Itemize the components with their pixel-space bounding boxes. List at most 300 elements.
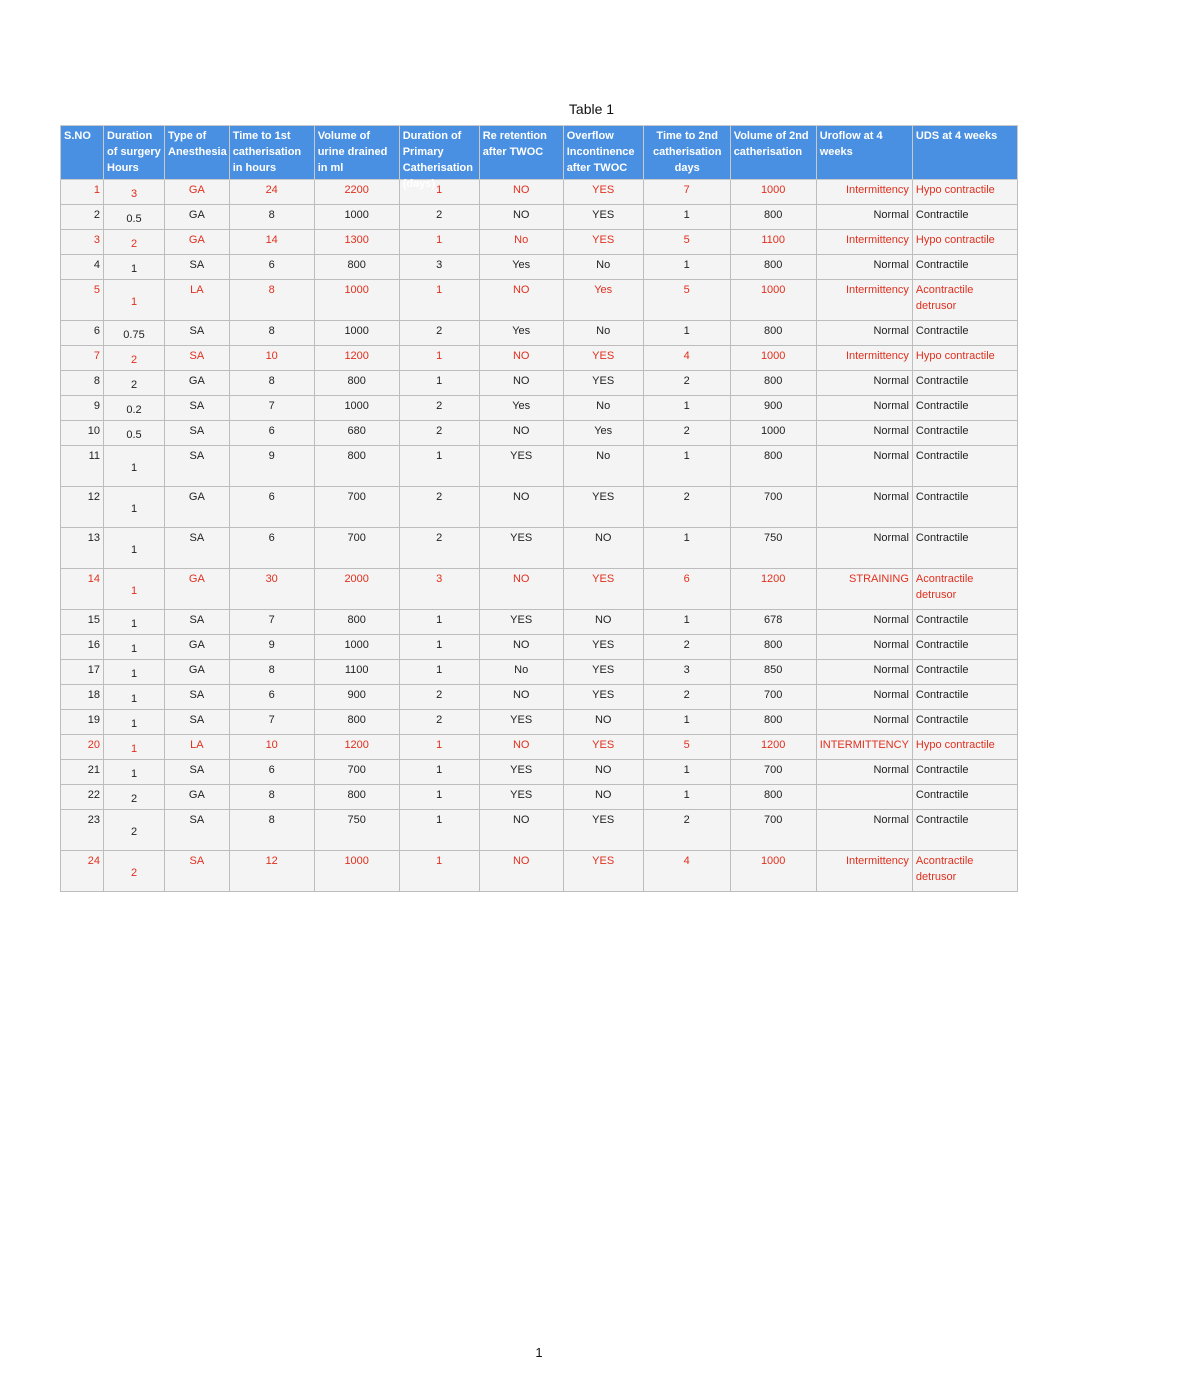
cell-primary-days: 1 <box>399 446 479 487</box>
cell-sno: 12 <box>61 487 104 528</box>
cell-time-second: 2 <box>643 810 730 851</box>
cell-time-first: 9 <box>229 635 314 660</box>
cell-primary-days: 3 <box>399 569 479 610</box>
cell-time-second: 5 <box>643 230 730 255</box>
cell-volume: 1200 <box>314 735 399 760</box>
cell-primary-days: 1 <box>399 760 479 785</box>
cell-sno: 13 <box>61 528 104 569</box>
cell-sno: 2 <box>61 205 104 230</box>
cell-time-second: 1 <box>643 528 730 569</box>
cell-duration: 0.75 <box>104 321 165 346</box>
cell-uroflow: Normal <box>816 396 912 421</box>
table-row <box>61 685 1018 710</box>
table-row <box>61 810 1018 851</box>
table-row <box>61 230 1018 255</box>
cell-time-first: 30 <box>229 569 314 610</box>
cell-uroflow: Normal <box>816 446 912 487</box>
cell-time-first: 6 <box>229 528 314 569</box>
cell-time-second: 1 <box>643 610 730 635</box>
cell-uds: Acontractile detrusor <box>912 280 1017 321</box>
cell-retention: NO <box>479 851 563 892</box>
cell-overflow: YES <box>563 660 643 685</box>
cell-duration: 2 <box>104 230 165 255</box>
cell-primary-days: 2 <box>399 396 479 421</box>
cell-primary-days: 2 <box>399 421 479 446</box>
cell-uroflow: Normal <box>816 660 912 685</box>
cell-time-second: 1 <box>643 446 730 487</box>
cell-duration: 0.2 <box>104 396 165 421</box>
cell-time-second: 1 <box>643 760 730 785</box>
cell-overflow: YES <box>563 205 643 230</box>
cell-uroflow: Normal <box>816 710 912 735</box>
cell-overflow: No <box>563 446 643 487</box>
cell-time-second: 2 <box>643 487 730 528</box>
cell-duration: 1 <box>104 610 165 635</box>
cell-anesthesia: SA <box>165 446 230 487</box>
cell-uds: Hypo contractile <box>912 735 1017 760</box>
cell-volume-second: 700 <box>730 760 816 785</box>
page-number: 1 <box>535 1345 543 1360</box>
cell-uds: Contractile <box>912 610 1017 635</box>
cell-primary-days: 2 <box>399 205 479 230</box>
table-row <box>61 785 1018 810</box>
cell-duration: 3 <box>104 180 165 205</box>
cell-duration: 1 <box>104 487 165 528</box>
cell-volume-second: 750 <box>730 528 816 569</box>
cell-anesthesia: GA <box>165 230 230 255</box>
cell-volume-second: 1000 <box>730 180 816 205</box>
column-header: Volume of 2nd catherisation <box>730 126 816 180</box>
cell-time-first: 8 <box>229 371 314 396</box>
cell-time-second: 1 <box>643 710 730 735</box>
cell-anesthesia: GA <box>165 205 230 230</box>
cell-uroflow: Normal <box>816 205 912 230</box>
cell-time-second: 2 <box>643 421 730 446</box>
cell-volume: 800 <box>314 710 399 735</box>
cell-sno: 3 <box>61 230 104 255</box>
cell-volume-second: 800 <box>730 710 816 735</box>
cell-retention: NO <box>479 635 563 660</box>
cell-uroflow: INTERMITTENCY <box>816 735 912 760</box>
cell-sno: 8 <box>61 371 104 396</box>
table-row <box>61 660 1018 685</box>
cell-volume: 900 <box>314 685 399 710</box>
cell-overflow: Yes <box>563 280 643 321</box>
cell-volume-second: 700 <box>730 810 816 851</box>
cell-sno: 19 <box>61 710 104 735</box>
cell-anesthesia: GA <box>165 660 230 685</box>
cell-overflow: YES <box>563 735 643 760</box>
cell-volume: 700 <box>314 760 399 785</box>
cell-overflow: YES <box>563 371 643 396</box>
cell-time-second: 7 <box>643 180 730 205</box>
cell-retention: YES <box>479 710 563 735</box>
cell-overflow: NO <box>563 785 643 810</box>
column-header: Time to 1st catherisation in hours <box>229 126 314 180</box>
cell-uds: Contractile <box>912 760 1017 785</box>
cell-volume: 1000 <box>314 396 399 421</box>
cell-volume-second: 800 <box>730 635 816 660</box>
cell-sno: 16 <box>61 635 104 660</box>
cell-uroflow: Normal <box>816 810 912 851</box>
cell-anesthesia: GA <box>165 180 230 205</box>
cell-anesthesia: GA <box>165 371 230 396</box>
cell-time-first: 8 <box>229 205 314 230</box>
cell-primary-days: 1 <box>399 810 479 851</box>
cell-overflow: YES <box>563 569 643 610</box>
cell-retention: No <box>479 660 563 685</box>
table-row <box>61 635 1018 660</box>
cell-uds: Contractile <box>912 371 1017 396</box>
table-row <box>61 255 1018 280</box>
cell-uroflow: Normal <box>816 421 912 446</box>
cell-time-first: 14 <box>229 230 314 255</box>
cell-sno: 15 <box>61 610 104 635</box>
cell-overflow: YES <box>563 685 643 710</box>
cell-time-first: 24 <box>229 180 314 205</box>
cell-volume: 700 <box>314 487 399 528</box>
cell-retention: NO <box>479 421 563 446</box>
cell-uroflow: Intermittency <box>816 230 912 255</box>
cell-overflow: NO <box>563 710 643 735</box>
cell-volume: 700 <box>314 528 399 569</box>
cell-time-second: 1 <box>643 205 730 230</box>
cell-primary-days: 1 <box>399 230 479 255</box>
cell-volume: 1300 <box>314 230 399 255</box>
cell-volume: 1100 <box>314 660 399 685</box>
cell-uroflow: Normal <box>816 528 912 569</box>
cell-uds: Contractile <box>912 487 1017 528</box>
cell-uds: Hypo contractile <box>912 230 1017 255</box>
table-row <box>61 321 1018 346</box>
cell-uds: Hypo contractile <box>912 180 1017 205</box>
column-header: UDS at 4 weeks <box>912 126 1017 180</box>
cell-time-second: 4 <box>643 851 730 892</box>
cell-primary-days: 1 <box>399 280 479 321</box>
cell-time-first: 6 <box>229 760 314 785</box>
cell-anesthesia: GA <box>165 569 230 610</box>
cell-overflow: No <box>563 321 643 346</box>
table-title: Table 1 <box>568 101 615 117</box>
cell-duration: 1 <box>104 569 165 610</box>
cell-duration: 1 <box>104 528 165 569</box>
cell-uroflow: Intermittency <box>816 180 912 205</box>
cell-volume-second: 1000 <box>730 280 816 321</box>
cell-time-second: 6 <box>643 569 730 610</box>
table-row <box>61 760 1018 785</box>
cell-sno: 1 <box>61 180 104 205</box>
cell-overflow: YES <box>563 180 643 205</box>
cell-primary-days: 1 <box>399 735 479 760</box>
cell-volume: 800 <box>314 785 399 810</box>
cell-duration: 1 <box>104 660 165 685</box>
cell-sno: 10 <box>61 421 104 446</box>
cell-volume: 800 <box>314 446 399 487</box>
column-header: Duration of surgery Hours <box>104 126 165 180</box>
cell-duration: 2 <box>104 371 165 396</box>
table-row <box>61 396 1018 421</box>
cell-uroflow: Intermittency <box>816 280 912 321</box>
cell-time-first: 8 <box>229 280 314 321</box>
cell-uroflow <box>816 785 912 810</box>
cell-primary-days: 1 <box>399 785 479 810</box>
cell-anesthesia: SA <box>165 396 230 421</box>
cell-volume-second: 678 <box>730 610 816 635</box>
column-header: Volume of urine drained in ml <box>314 126 399 180</box>
cell-overflow: YES <box>563 230 643 255</box>
cell-volume: 800 <box>314 255 399 280</box>
cell-sno: 6 <box>61 321 104 346</box>
cell-anesthesia: LA <box>165 735 230 760</box>
cell-anesthesia: GA <box>165 487 230 528</box>
cell-volume-second: 800 <box>730 371 816 396</box>
table-row <box>61 569 1018 610</box>
cell-time-second: 5 <box>643 735 730 760</box>
cell-time-second: 4 <box>643 346 730 371</box>
cell-duration: 1 <box>104 635 165 660</box>
cell-duration: 2 <box>104 851 165 892</box>
cell-uds: Contractile <box>912 528 1017 569</box>
cell-sno: 23 <box>61 810 104 851</box>
cell-sno: 4 <box>61 255 104 280</box>
cell-uroflow: Intermittency <box>816 851 912 892</box>
cell-uds: Contractile <box>912 810 1017 851</box>
cell-uroflow: Normal <box>816 371 912 396</box>
column-header: S.NO <box>61 126 104 180</box>
table-row <box>61 610 1018 635</box>
cell-duration: 1 <box>104 760 165 785</box>
cell-time-second: 1 <box>643 321 730 346</box>
cell-uds: Contractile <box>912 660 1017 685</box>
cell-duration: 1 <box>104 255 165 280</box>
cell-volume-second: 800 <box>730 446 816 487</box>
cell-anesthesia: SA <box>165 528 230 569</box>
cell-sno: 14 <box>61 569 104 610</box>
cell-uroflow: Intermittency <box>816 346 912 371</box>
cell-retention: NO <box>479 180 563 205</box>
cell-overflow: YES <box>563 635 643 660</box>
table-row <box>61 346 1018 371</box>
cell-uroflow: Normal <box>816 321 912 346</box>
cell-volume-second: 1000 <box>730 346 816 371</box>
cell-anesthesia: SA <box>165 810 230 851</box>
cell-primary-days: 1 <box>399 180 479 205</box>
cell-uds: Contractile <box>912 255 1017 280</box>
cell-retention: NO <box>479 810 563 851</box>
cell-volume-second: 1000 <box>730 851 816 892</box>
cell-volume: 1000 <box>314 280 399 321</box>
cell-volume: 680 <box>314 421 399 446</box>
cell-primary-days: 1 <box>399 635 479 660</box>
cell-volume-second: 700 <box>730 685 816 710</box>
cell-overflow: NO <box>563 528 643 569</box>
cell-sno: 18 <box>61 685 104 710</box>
cell-duration: 1 <box>104 735 165 760</box>
cell-overflow: No <box>563 255 643 280</box>
cell-time-second: 5 <box>643 280 730 321</box>
cell-retention: YES <box>479 785 563 810</box>
cell-anesthesia: SA <box>165 255 230 280</box>
cell-time-first: 10 <box>229 735 314 760</box>
cell-volume-second: 850 <box>730 660 816 685</box>
cell-volume-second: 800 <box>730 785 816 810</box>
cell-volume: 2000 <box>314 569 399 610</box>
table-row <box>61 851 1018 892</box>
cell-duration: 1 <box>104 280 165 321</box>
cell-volume-second: 900 <box>730 396 816 421</box>
cell-time-first: 8 <box>229 785 314 810</box>
cell-retention: No <box>479 230 563 255</box>
cell-primary-days: 2 <box>399 528 479 569</box>
cell-overflow: YES <box>563 810 643 851</box>
cell-duration: 1 <box>104 685 165 710</box>
cell-anesthesia: GA <box>165 635 230 660</box>
cell-sno: 7 <box>61 346 104 371</box>
cell-uroflow: Normal <box>816 255 912 280</box>
cell-uds: Contractile <box>912 396 1017 421</box>
cell-sno: 22 <box>61 785 104 810</box>
cell-volume-second: 1200 <box>730 569 816 610</box>
cell-duration: 2 <box>104 810 165 851</box>
cell-overflow: NO <box>563 610 643 635</box>
cell-duration: 2 <box>104 346 165 371</box>
cell-anesthesia: SA <box>165 685 230 710</box>
cell-volume: 1000 <box>314 635 399 660</box>
cell-uroflow: Normal <box>816 487 912 528</box>
table-row <box>61 446 1018 487</box>
cell-time-first: 12 <box>229 851 314 892</box>
cell-volume-second: 800 <box>730 321 816 346</box>
cell-primary-days: 2 <box>399 321 479 346</box>
cell-anesthesia: LA <box>165 280 230 321</box>
cell-time-first: 8 <box>229 810 314 851</box>
cell-anesthesia: SA <box>165 321 230 346</box>
table-row <box>61 180 1018 205</box>
cell-anesthesia: SA <box>165 760 230 785</box>
cell-time-second: 1 <box>643 255 730 280</box>
cell-overflow: NO <box>563 760 643 785</box>
cell-time-first: 7 <box>229 610 314 635</box>
cell-sno: 20 <box>61 735 104 760</box>
cell-sno: 11 <box>61 446 104 487</box>
cell-time-first: 8 <box>229 660 314 685</box>
cell-duration: 0.5 <box>104 421 165 446</box>
cell-volume: 1000 <box>314 321 399 346</box>
cell-uds: Contractile <box>912 685 1017 710</box>
cell-retention: NO <box>479 735 563 760</box>
table-row <box>61 528 1018 569</box>
cell-retention: NO <box>479 685 563 710</box>
cell-primary-days: 1 <box>399 610 479 635</box>
table-row <box>61 421 1018 446</box>
cell-retention: YES <box>479 610 563 635</box>
cell-uds: Contractile <box>912 446 1017 487</box>
cell-retention: YES <box>479 760 563 785</box>
cell-primary-days: 1 <box>399 660 479 685</box>
cell-uds: Acontractile detrusor <box>912 851 1017 892</box>
cell-volume: 750 <box>314 810 399 851</box>
cell-time-first: 7 <box>229 710 314 735</box>
cell-retention: NO <box>479 487 563 528</box>
cell-time-second: 2 <box>643 371 730 396</box>
cell-retention: NO <box>479 371 563 396</box>
cell-primary-days: 2 <box>399 685 479 710</box>
cell-anesthesia: SA <box>165 610 230 635</box>
cell-time-first: 6 <box>229 421 314 446</box>
cell-time-first: 10 <box>229 346 314 371</box>
cell-overflow: YES <box>563 487 643 528</box>
cell-uroflow: Normal <box>816 760 912 785</box>
cell-overflow: No <box>563 396 643 421</box>
cell-anesthesia: SA <box>165 710 230 735</box>
cell-retention: NO <box>479 205 563 230</box>
cell-overflow: Yes <box>563 421 643 446</box>
cell-time-second: 3 <box>643 660 730 685</box>
cell-volume: 1000 <box>314 205 399 230</box>
cell-time-first: 8 <box>229 321 314 346</box>
cell-time-second: 1 <box>643 785 730 810</box>
cell-time-first: 6 <box>229 255 314 280</box>
cell-retention: YES <box>479 446 563 487</box>
cell-volume-second: 1000 <box>730 421 816 446</box>
cell-time-second: 1 <box>643 396 730 421</box>
cell-retention: NO <box>479 346 563 371</box>
table-row <box>61 280 1018 321</box>
table-row <box>61 735 1018 760</box>
cell-sno: 9 <box>61 396 104 421</box>
cell-uds: Contractile <box>912 205 1017 230</box>
cell-overflow: YES <box>563 851 643 892</box>
cell-time-second: 2 <box>643 635 730 660</box>
table-row <box>61 371 1018 396</box>
cell-anesthesia: SA <box>165 346 230 371</box>
column-header: Re retention after TWOC <box>479 126 563 180</box>
cell-uds: Contractile <box>912 785 1017 810</box>
cell-retention: Yes <box>479 396 563 421</box>
cell-uroflow: Normal <box>816 685 912 710</box>
cell-primary-days: 2 <box>399 487 479 528</box>
cell-volume: 2200 <box>314 180 399 205</box>
cell-uds: Contractile <box>912 321 1017 346</box>
cell-duration: 1 <box>104 446 165 487</box>
column-header: Duration of Primary Catherisation (days) <box>399 126 479 180</box>
cell-retention: NO <box>479 280 563 321</box>
column-header: Uroflow at 4 weeks <box>816 126 912 180</box>
cell-volume: 800 <box>314 610 399 635</box>
cell-time-first: 6 <box>229 487 314 528</box>
cell-primary-days: 2 <box>399 710 479 735</box>
data-table <box>60 125 1018 892</box>
cell-uds: Contractile <box>912 421 1017 446</box>
cell-anesthesia: GA <box>165 785 230 810</box>
cell-uds: Contractile <box>912 710 1017 735</box>
cell-volume: 1000 <box>314 851 399 892</box>
cell-sno: 17 <box>61 660 104 685</box>
cell-retention: Yes <box>479 321 563 346</box>
column-header: Type of Anesthesia <box>165 126 230 180</box>
cell-primary-days: 1 <box>399 346 479 371</box>
header-row <box>61 126 1018 180</box>
cell-time-first: 6 <box>229 685 314 710</box>
cell-duration: 2 <box>104 785 165 810</box>
cell-uroflow: Normal <box>816 635 912 660</box>
column-header: Time to 2nd catherisation days <box>643 126 730 180</box>
cell-volume-second: 1200 <box>730 735 816 760</box>
table-row <box>61 487 1018 528</box>
cell-duration: 0.5 <box>104 205 165 230</box>
cell-retention: YES <box>479 528 563 569</box>
cell-time-first: 7 <box>229 396 314 421</box>
